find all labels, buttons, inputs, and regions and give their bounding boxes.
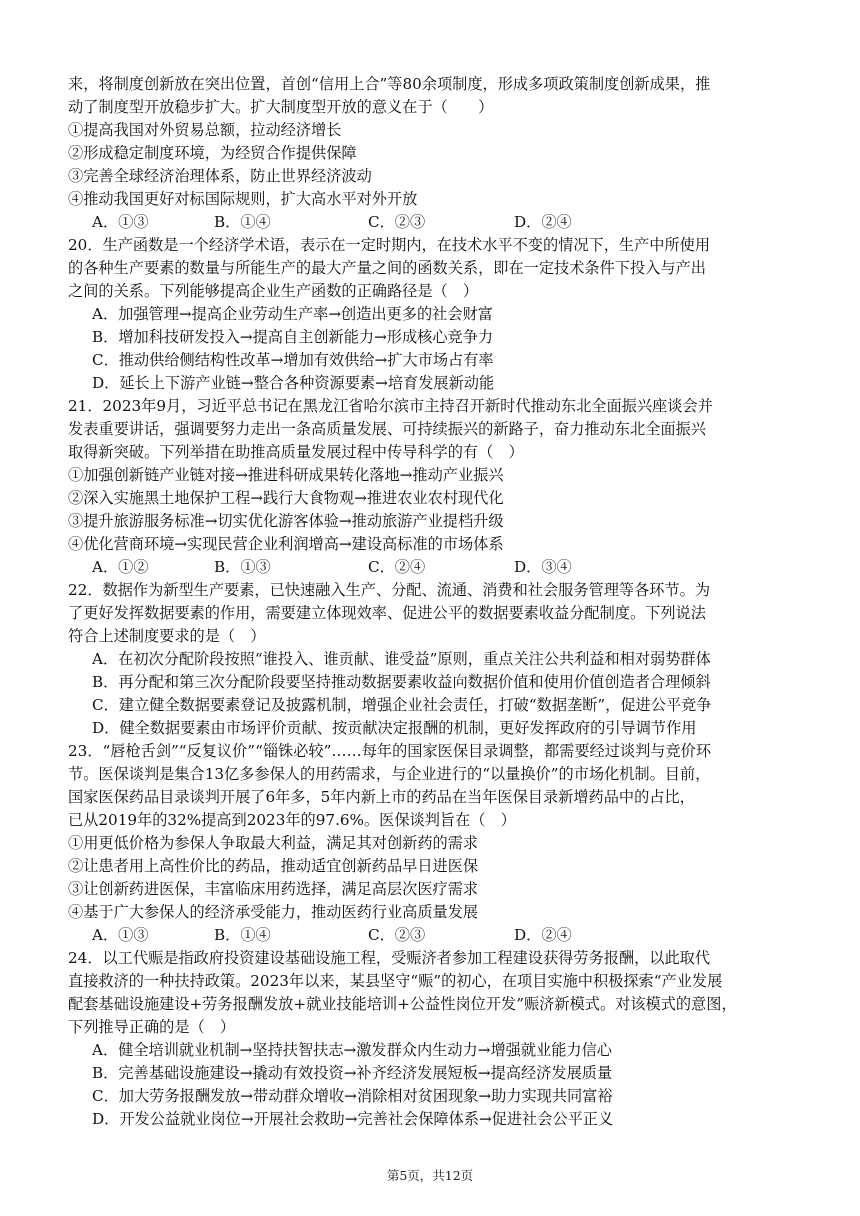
q23-stem-line: 23．“唇枪舌剑”“反复议价”“锱铢必较”……每年的国家医保目录调整，都需要经过谈判与竞价环 — [68, 742, 712, 760]
q22-option-b[interactable]: B．再分配和第三次分配阶段要坚持推动数据要素收益向数据价值和使用价值创造者合理倾斜 — [92, 673, 711, 691]
q19-option-b[interactable]: B．①④ — [214, 213, 271, 231]
q20-option-a[interactable]: A．加强管理→提高企业劳动生产率→创造出更多的社会财富 — [92, 305, 493, 323]
q19-item: ③完善全球经济治理体系，防止世界经济波动 — [68, 167, 372, 185]
page-number: 第5页，共12页 — [386, 1168, 474, 1183]
q21-stem-line: 21．2023年9月，习近平总书记在黑龙江省哈尔滨市主持召开新时代推动东北全面振兴座谈会并 — [68, 397, 713, 415]
q20-option-b[interactable]: B．增加科技研发投入→提高自主创新能力→形成核心竞争力 — [92, 328, 494, 346]
q23-option-a[interactable]: A．①③ — [92, 926, 149, 944]
q24-stem-line: 直接救济的一种扶持政策。2023年以来，某县坚守“赈”的初心，在项目实施中积极探索“产业发展 — [68, 972, 723, 990]
q24-option-b[interactable]: B．完善基础设施建设→撬动有效投资→补齐经济发展短板→提高经济发展质量 — [92, 1064, 613, 1082]
q20-stem-line: 20．生产函数是一个经济学术语，表示在一定时期内，在技术水平不变的情况下，生产中所使用 — [68, 236, 711, 254]
q23-option-d[interactable]: D．②④ — [514, 926, 572, 944]
q23-stem-line: 已从2019年的32%提高到2023年的97.6%。医保谈判旨在（ ） — [68, 811, 516, 829]
q22-option-d[interactable]: D．健全数据要素由市场评价贡献、按贡献决定报酬的机制，更好发挥政府的引导调节作用 — [92, 719, 697, 737]
q24-stem-line: 配套基础设施建设+劳务报酬发放+就业技能培训+公益性岗位开发”赈济新模式。对该模式的意图， — [68, 995, 737, 1013]
q21-option-b[interactable]: B．①③ — [214, 558, 271, 576]
q23-item: ④基于广大参保人的经济承受能力，推动医药行业高质量发展 — [68, 903, 479, 921]
q23-stem-line: 国家医保药品目录谈判开展了6年多，5年内新上市的药品在当年医保目录新增药品中的占比， — [68, 788, 695, 806]
q19-option-a[interactable]: A．①③ — [92, 213, 149, 231]
q19-option-c[interactable]: C．②③ — [368, 213, 426, 231]
q23-stem-line: 节。医保谈判是集合13亿多参保人的用药需求，与企业进行的“以量换价”的市场化机制。目前， — [68, 765, 711, 783]
q24-option-d[interactable]: D．开发公益就业岗位→开展社会救助→完善社会保障体系→促进社会公平正义 — [92, 1110, 614, 1128]
q21-stem-line: 取得新突破。下列举措在助推高质量发展过程中传导科学的有（ ） — [68, 443, 524, 461]
q21-item: ②深入实施黑土地保护工程→践行大食物观→推进农业农村现代化 — [68, 489, 504, 507]
q20-option-c[interactable]: C．推动供给侧结构性改革→增加有效供给→扩大市场占有率 — [92, 351, 494, 369]
q23-item: ②让患者用上高性价比的药品，推动适宜创新药品早日进医保 — [68, 857, 479, 875]
q20-stem-line: 的各种生产要素的数量与所能生产的最大产量之间的函数关系，即在一定技术条件下投入与产出 — [68, 259, 706, 277]
q19-item: ②形成稳定制度环境，为经贸合作提供保障 — [68, 144, 357, 162]
q22-stem-line: 22．数据作为新型生产要素，已快速融入生产、分配、流通、消费和社会服务管理等各环节。为 — [68, 581, 711, 599]
q22-stem-line: 符合上述制度要求的是（ ） — [68, 627, 266, 645]
q24-stem-line: 24．以工代赈是指政府投资建设基础设施工程，受赈济者参加工程建设获得劳务报酬，以此取代 — [68, 949, 711, 967]
q23-item: ③让创新药进医保，丰富临床用药选择，满足高层次医疗需求 — [68, 880, 479, 898]
q23-item: ①用更低价格为参保人争取最大利益，满足其对创新药的需求 — [68, 834, 479, 852]
q20-option-d[interactable]: D．延长上下游产业链→整合各种资源要素→培育发展新动能 — [92, 374, 495, 392]
q21-stem-line: 发表重要讲话，强调要努力走出一条高质量发展、可持续振兴的新路子，奋力推动东北全面振兴 — [68, 420, 706, 438]
q24-stem-line: 下列推导正确的是（ ） — [68, 1018, 236, 1036]
q22-option-a[interactable]: A．在初次分配阶段按照“谁投入、谁贡献、谁受益”原则，重点关注公共利益和相对弱势群体 — [92, 650, 711, 668]
q23-option-c[interactable]: C．②③ — [368, 926, 426, 944]
q20-stem-line: 之间的关系。下列能够提高企业生产函数的正确路径是（ ） — [68, 282, 479, 300]
q21-item: ①加强创新链产业链对接→推进科研成果转化落地→推动产业振兴 — [68, 466, 504, 484]
q21-item: ③提升旅游服务标准→切实优化游客体验→推动旅游产业提档升级 — [68, 512, 504, 530]
q19-stem-line: 动了制度型开放稳步扩大。扩大制度型开放的意义在于（ ） — [68, 98, 494, 116]
q19-item: ④推动我国更好对标国际规则，扩大高水平对外开放 — [68, 190, 418, 208]
q24-option-a[interactable]: A．健全培训就业机制→坚持扶智扶志→激发群众内生动力→增强就业能力信心 — [92, 1041, 612, 1059]
q19-item: ①提高我国对外贸易总额，拉动经济增长 — [68, 121, 342, 139]
q21-option-d[interactable]: D．③④ — [514, 558, 572, 576]
q21-option-a[interactable]: A．①② — [92, 558, 149, 576]
q21-option-c[interactable]: C．②④ — [368, 558, 426, 576]
q24-option-c[interactable]: C．加大劳务报酬发放→带动群众增收→消除相对贫困现象→助力实现共同富裕 — [92, 1087, 613, 1105]
q19-option-d[interactable]: D．②④ — [514, 213, 572, 231]
q21-item: ④优化营商环境→实现民营企业利润增高→建设高标准的市场体系 — [68, 535, 504, 553]
q22-option-c[interactable]: C．建立健全数据要素登记及披露机制，增强企业社会责任，打破“数据垄断”，促进公平竞争 — [92, 696, 712, 714]
q19-stem-line: 来，将制度创新放在突出位置，首创“信用上合”等80余项制度，形成多项政策制度创新成果，推 — [68, 75, 711, 93]
q23-option-b[interactable]: B．①④ — [214, 926, 271, 944]
q22-stem-line: 了更好发挥数据要素的作用，需要建立体现效率、促进公平的数据要素收益分配制度。下列说法 — [68, 604, 706, 622]
